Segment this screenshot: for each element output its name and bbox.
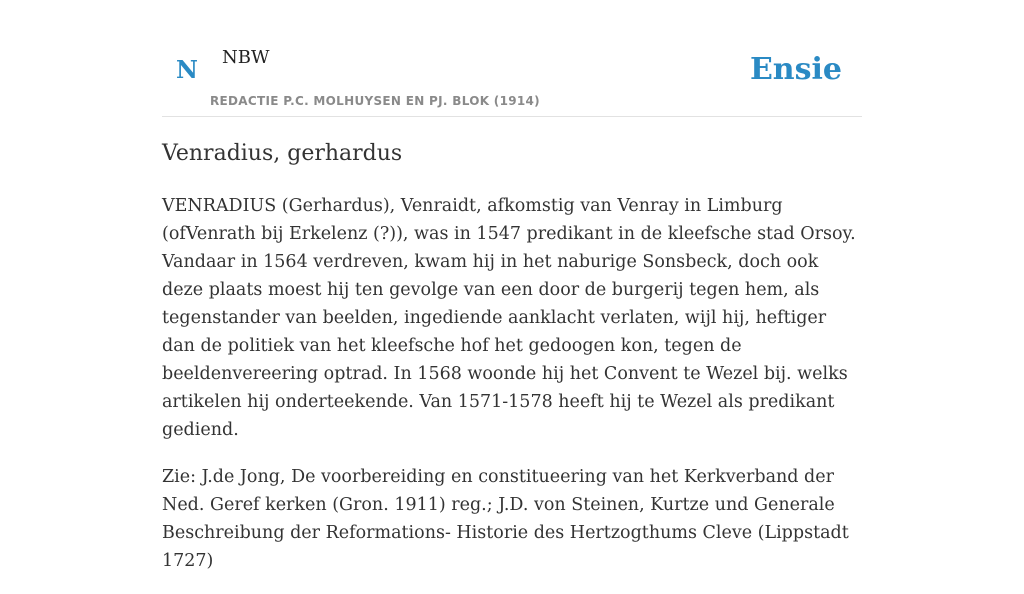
entry-content <box>162 192 864 594</box>
source-title-link[interactable]: NBW <box>222 47 270 68</box>
ensie-logo-link[interactable]: Ensie <box>749 52 842 87</box>
source-subtitle: REDACTIE P.C. MOLHUYSEN EN PJ. BLOK (1914) <box>210 94 540 108</box>
source-logo-icon[interactable]: N <box>176 55 198 84</box>
entry-paragraph-body: VENRADIUS (Gerhardus), Venraidt, afkomstig van Venray in Limburg (ofVenrath bij Erkelenz (?)), was in 1547 predikant in de kleefsche stad Orsoy. Vandaar in 1564 verdreven, kwam hij in het naburige Sonsbeck, doch ook deze plaats moest hij ten gevolge van een door de burgerij tegen hem, als tegenstander van beelden, ingediende aanklacht verlaten, wijl hij, heftiger dan de politiek van het kleefsche hof het gedoogen kon, tegen de beeldenvereering optrad. In 1568 woonde hij het Convent te Wezel bij. welks artikelen hij onderteekende. Van 1571-1578 heeft hij te Wezel als predikant gediend. <box>162 196 856 440</box>
entry-paragraph-sources: Zie: J.de Jong, De voorbereiding en constitueering van het Kerkverband der Ned. Geref kerken (Gron. 1911) reg.; J.D. von Steinen, Kurtze und Generale Beschreibung der Reformations- Historie des Hertzogthums Cleve (Lippstadt 1727) <box>162 467 849 571</box>
header <box>162 0 862 117</box>
entry-title: Venradius, gerhardus <box>162 141 403 166</box>
